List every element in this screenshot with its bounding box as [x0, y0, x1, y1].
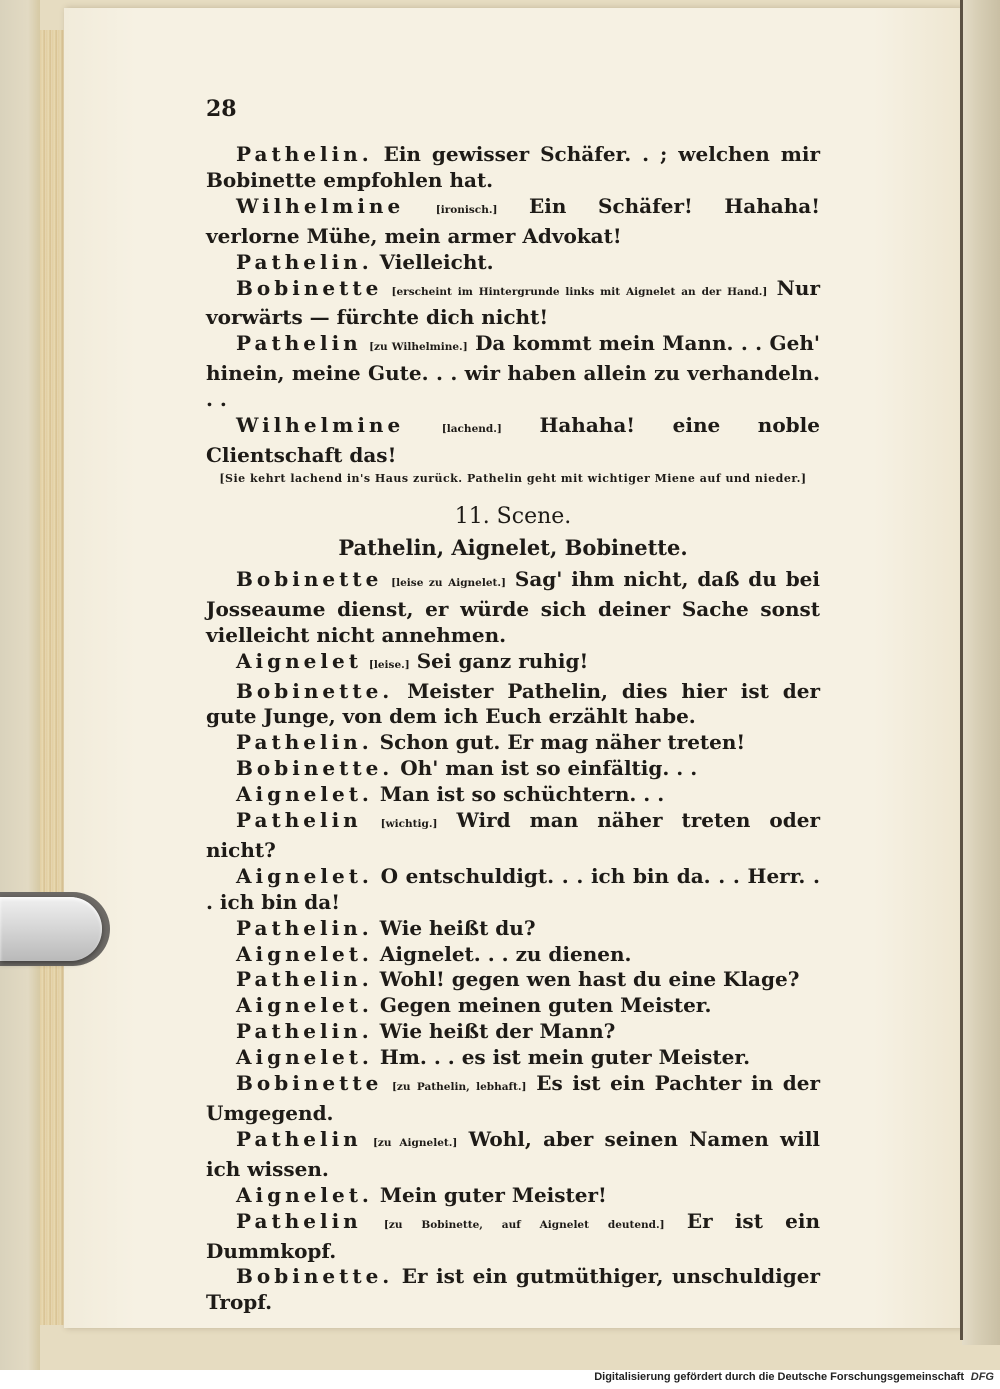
dialogue-line [206, 250, 820, 276]
dialogue-line [206, 649, 820, 679]
dialogue-line [206, 413, 820, 469]
page-stack [40, 30, 64, 1325]
stage-note: [zu Pathelin, lebhaft.] [391, 1081, 527, 1094]
line-text: Ein gewisser Schäfer. . ; welchen mir Bobinette empfohlen hat. [206, 142, 821, 192]
speaker-name: Wilhelmine [236, 413, 405, 438]
speaker-name: Bobinette. [236, 678, 394, 703]
dialogue-line [206, 782, 820, 808]
dialogue-line [206, 1071, 820, 1127]
speaker-name: Aignelet. [236, 782, 373, 807]
line-text: Er ist ein Dummkopf. [206, 1208, 820, 1263]
speaker-name: Pathelin. [236, 249, 373, 274]
dialogue-line [206, 916, 820, 942]
speaker-name: Bobinette [236, 1071, 383, 1096]
stage-note: [zu Aignelet.] [372, 1136, 458, 1149]
page-text [206, 90, 820, 1316]
line-text: Ein Schäfer! Hahaha! verlorne Mühe, mein armer Advokat! [206, 193, 820, 248]
gutter-line [960, 0, 963, 1340]
dialogue-line [206, 1264, 820, 1316]
dialogue-line [206, 942, 820, 968]
facing-page-edge [962, 0, 1000, 1345]
speaker-name: Aignelet. [236, 863, 373, 888]
stage-note: [erscheint im Hintergrunde links mit Aignelet an der Hand.] [391, 285, 768, 298]
line-text: Er ist ein gutmüthiger, unschuldiger Tropf. [206, 1264, 821, 1315]
speaker-name: Pathelin [236, 1126, 362, 1151]
speaker-name: Pathelin [236, 808, 362, 833]
dialogue-line [206, 1183, 820, 1209]
line-text: Mein guter Meister! [379, 1182, 607, 1207]
dialogue-line [206, 142, 820, 194]
speaker-name: Pathelin. [236, 967, 373, 992]
stage-note: [lachend.] [441, 423, 502, 436]
speaker-name: Wilhelmine [236, 193, 405, 218]
stage-note: [leise.] [368, 658, 410, 671]
line-text: Da kommt mein Mann. . . Geh' hinein, meine Gute. . . wir haben allein zu verhandeln. . . [206, 331, 820, 412]
stage-direction: [Sie kehrt lachend in's Haus zurück. Pathelin geht mit wichtiger Miene auf und nieder.] [219, 471, 807, 485]
dialogue-line [206, 331, 820, 413]
dialogue-line [206, 864, 820, 916]
stage-note: [zu Wilhelmine.] [369, 341, 468, 354]
speaker-name: Pathelin [236, 1208, 362, 1233]
scene-characters: Pathelin, Aignelet, Bobinette. [338, 534, 688, 560]
line-text: Aignelet. . . zu dienen. [379, 941, 632, 966]
stage-note: [wichtig.] [380, 818, 438, 831]
line-text: Hm. . . es ist mein guter Meister. [379, 1045, 751, 1070]
dialogue-line [206, 194, 820, 250]
speaker-name: Aignelet. [236, 1182, 373, 1207]
line-text: Wohl, aber seinen Namen will ich wissen. [206, 1126, 821, 1181]
viewer-side-tab[interactable] [0, 897, 102, 961]
line-text: Meister Pathelin, dies hier ist der gute Junge, von dem ich Euch erzählt habe. [206, 678, 820, 729]
dialogue-line [206, 276, 820, 332]
speaker-name: Pathelin. [236, 915, 373, 940]
speaker-name: Pathelin. [236, 730, 373, 755]
line-text: Oh' man ist so einfältig. . . [400, 756, 698, 781]
dialogue-line [206, 730, 820, 756]
book-edge [0, 0, 40, 1389]
dialogue-line [206, 993, 820, 1019]
speaker-name: Bobinette. [236, 1264, 394, 1289]
speaker-name: Pathelin [236, 331, 362, 356]
dialogue-line [206, 967, 820, 993]
dfg-logo: DFG [970, 1371, 994, 1383]
line-text: Nur vorwärts — fürchte dich nicht! [206, 275, 820, 330]
dialogue-line [206, 808, 820, 864]
dialogue-line [206, 756, 820, 782]
dialogue-line [206, 1019, 820, 1045]
scene-heading: 11. Scene. [454, 503, 572, 529]
line-text: Hahaha! eine noble Clientschaft das! [206, 413, 820, 467]
speaker-name: Bobinette [236, 275, 383, 300]
footer-credit: Digitalisierung gefördert durch die Deutsche Forschungsgemeinschaft [594, 1371, 964, 1383]
speaker-name: Aignelet. [236, 1045, 373, 1070]
line-text: Schon gut. Er mag näher treten! [379, 730, 746, 755]
speaker-name: Bobinette [236, 566, 383, 591]
line-text: Man ist so schüchtern. . . [379, 782, 665, 807]
line-text: Wird man näher treten oder nicht? [206, 808, 820, 862]
line-text: Wohl! gegen wen hast du eine Klage? [379, 967, 800, 992]
line-text: Gegen meinen guten Meister. [379, 993, 712, 1018]
line-text: Wie heißt du? [379, 915, 536, 940]
stage-note: [leise zu Aignelet.] [391, 576, 507, 589]
line-text: Wie heißt der Mann? [379, 1019, 616, 1044]
line-text: Sag' ihm nicht, daß du bei Josseaume dienst, er würde sich deiner Sache sonst vielleicht nicht annehmen. [206, 566, 820, 647]
speaker-name: Bobinette. [236, 756, 394, 781]
speaker-name: Pathelin. [236, 142, 373, 166]
dialogue-line [206, 1045, 820, 1071]
dialogue-line [206, 679, 820, 731]
stage-note: [zu Bobinette, auf Aignelet deutend.] [383, 1218, 665, 1231]
speaker-name: Aignelet. [236, 993, 373, 1018]
line-text: Vielleicht. [379, 249, 494, 274]
stage-note: [ironisch.] [435, 203, 498, 216]
pre-scene-dialogue [206, 142, 820, 469]
page-number: 28 [206, 96, 237, 122]
line-text: O entschuldigt. . . ich bin da. . . Herr. . . ich bin da! [206, 863, 821, 914]
dialogue-line [206, 567, 820, 649]
dialogue-line [206, 1209, 820, 1265]
line-text: Es ist ein Pachter in der Umgegend. [206, 1071, 821, 1125]
line-text: Sei ganz ruhig! [416, 648, 589, 673]
speaker-name: Pathelin. [236, 1019, 373, 1044]
dialogue-line [206, 1127, 820, 1183]
speaker-name: Aignelet. [236, 941, 373, 966]
speaker-name: Aignelet [236, 648, 362, 673]
scene-dialogue [206, 567, 820, 1316]
